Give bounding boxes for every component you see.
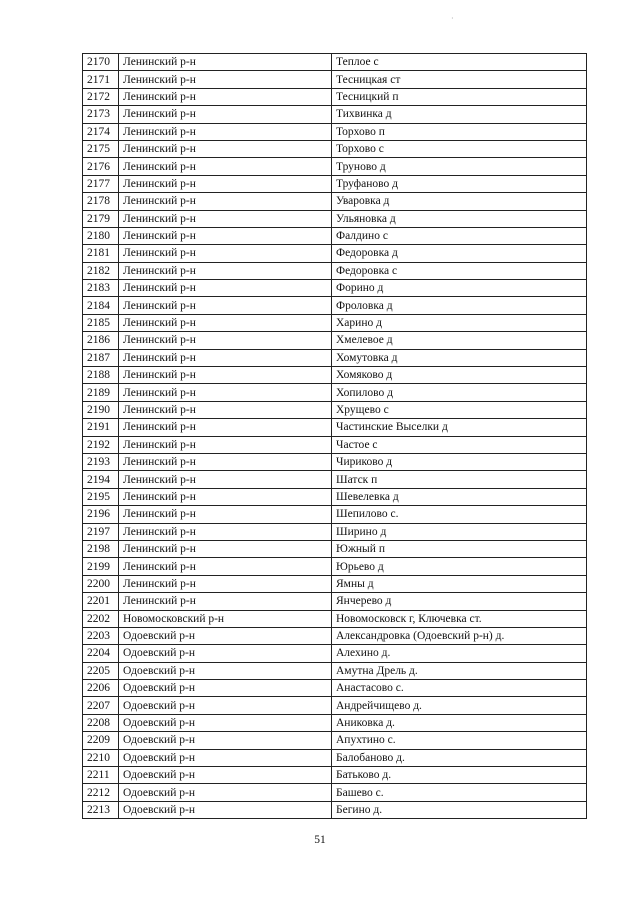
table-row <box>83 436 587 453</box>
settlement-cell: Александровка (Одоевский р-н) д. <box>332 627 587 644</box>
district-cell: Ленинский р-н <box>119 471 332 488</box>
settlement-cell: Алехино д. <box>332 645 587 662</box>
table-body <box>83 54 587 819</box>
district-cell: Ленинский р-н <box>119 280 332 297</box>
settlement-cell: Шевелевка д <box>332 488 587 505</box>
table-row <box>83 506 587 523</box>
table-row <box>83 106 587 123</box>
district-cell: Ленинский р-н <box>119 593 332 610</box>
settlement-cell: Хомутовка д <box>332 349 587 366</box>
district-cell: Ленинский р-н <box>119 297 332 314</box>
row-number: 2202 <box>83 610 119 627</box>
row-number: 2207 <box>83 697 119 714</box>
table-row <box>83 767 587 784</box>
table-row <box>83 662 587 679</box>
table-row <box>83 558 587 575</box>
settlement-cell: Федоровка д <box>332 245 587 262</box>
district-cell: Ленинский р-н <box>119 193 332 210</box>
row-number: 2170 <box>83 54 119 71</box>
table-row <box>83 680 587 697</box>
settlement-cell: Тихвинка д <box>332 106 587 123</box>
table-row <box>83 349 587 366</box>
district-cell: Ленинский р-н <box>119 106 332 123</box>
district-cell: Ленинский р-н <box>119 210 332 227</box>
row-number: 2208 <box>83 714 119 731</box>
district-cell: Одоевский р-н <box>119 767 332 784</box>
row-number: 2188 <box>83 367 119 384</box>
row-number: 2203 <box>83 627 119 644</box>
table-row <box>83 697 587 714</box>
row-number: 2185 <box>83 314 119 331</box>
district-cell: Ленинский р-н <box>119 575 332 592</box>
table-row <box>83 227 587 244</box>
district-cell: Ленинский р-н <box>119 123 332 140</box>
district-cell: Ленинский р-н <box>119 367 332 384</box>
settlement-cell: Хопилово д <box>332 384 587 401</box>
district-cell: Ленинский р-н <box>119 488 332 505</box>
row-number: 2205 <box>83 662 119 679</box>
settlement-cell: Форино д <box>332 280 587 297</box>
table-row <box>83 645 587 662</box>
table-row <box>83 453 587 470</box>
table-row <box>83 801 587 818</box>
row-number: 2175 <box>83 140 119 157</box>
row-number: 2177 <box>83 175 119 192</box>
row-number: 2194 <box>83 471 119 488</box>
table-row <box>83 245 587 262</box>
district-cell: Ленинский р-н <box>119 349 332 366</box>
row-number: 2183 <box>83 280 119 297</box>
row-number: 2191 <box>83 419 119 436</box>
settlement-cell: Ширино д <box>332 523 587 540</box>
district-cell: Ленинский р-н <box>119 332 332 349</box>
row-number: 2211 <box>83 767 119 784</box>
district-cell: Ленинский р-н <box>119 71 332 88</box>
district-cell: Ленинский р-н <box>119 401 332 418</box>
scan-mark: · <box>451 14 454 23</box>
row-number: 2189 <box>83 384 119 401</box>
settlement-cell: Труфаново д <box>332 175 587 192</box>
row-number: 2174 <box>83 123 119 140</box>
row-number: 2173 <box>83 106 119 123</box>
table-row <box>83 88 587 105</box>
table-row <box>83 627 587 644</box>
table-row <box>83 732 587 749</box>
row-number: 2212 <box>83 784 119 801</box>
district-cell: Ленинский р-н <box>119 140 332 157</box>
settlement-cell: Тесницкий п <box>332 88 587 105</box>
settlement-cell: Апухтино с. <box>332 732 587 749</box>
district-cell: Ленинский р-н <box>119 506 332 523</box>
settlement-cell: Южный п <box>332 540 587 557</box>
row-number: 2187 <box>83 349 119 366</box>
settlement-cell: Харино д <box>332 314 587 331</box>
row-number: 2178 <box>83 193 119 210</box>
settlement-cell: Частинские Выселки д <box>332 419 587 436</box>
settlement-cell: Батьково д. <box>332 767 587 784</box>
table-row <box>83 384 587 401</box>
settlement-cell: Башево с. <box>332 784 587 801</box>
district-cell: Ленинский р-н <box>119 88 332 105</box>
settlements-table <box>82 53 587 819</box>
district-cell: Одоевский р-н <box>119 714 332 731</box>
settlement-cell: Тесницкая ст <box>332 71 587 88</box>
row-number: 2200 <box>83 575 119 592</box>
table-row <box>83 280 587 297</box>
table-row <box>83 610 587 627</box>
district-cell: Одоевский р-н <box>119 749 332 766</box>
table-row <box>83 140 587 157</box>
settlement-cell: Анастасово с. <box>332 680 587 697</box>
district-cell: Ленинский р-н <box>119 540 332 557</box>
settlement-cell: Хмелевое д <box>332 332 587 349</box>
district-cell: Одоевский р-н <box>119 697 332 714</box>
district-cell: Ленинский р-н <box>119 227 332 244</box>
row-number: 2197 <box>83 523 119 540</box>
table-row <box>83 575 587 592</box>
table-row <box>83 158 587 175</box>
district-cell: Одоевский р-н <box>119 732 332 749</box>
row-number: 2171 <box>83 71 119 88</box>
settlement-cell: Чириково д <box>332 453 587 470</box>
table-row <box>83 593 587 610</box>
table-row <box>83 54 587 71</box>
table-row <box>83 71 587 88</box>
table-row <box>83 123 587 140</box>
table-row <box>83 314 587 331</box>
row-number: 2198 <box>83 540 119 557</box>
settlement-cell: Уваровка д <box>332 193 587 210</box>
settlement-cell: Федоровка с <box>332 262 587 279</box>
district-cell: Ленинский р-н <box>119 436 332 453</box>
table-row <box>83 523 587 540</box>
settlement-cell: Торхово п <box>332 123 587 140</box>
table-row <box>83 297 587 314</box>
district-cell: Новомосковский р-н <box>119 610 332 627</box>
table-row <box>83 401 587 418</box>
row-number: 2182 <box>83 262 119 279</box>
row-number: 2179 <box>83 210 119 227</box>
table-row <box>83 262 587 279</box>
row-number: 2181 <box>83 245 119 262</box>
row-number: 2196 <box>83 506 119 523</box>
district-cell: Ленинский р-н <box>119 175 332 192</box>
district-cell: Ленинский р-н <box>119 314 332 331</box>
row-number: 2199 <box>83 558 119 575</box>
table-row <box>83 749 587 766</box>
row-number: 2210 <box>83 749 119 766</box>
district-cell: Одоевский р-н <box>119 801 332 818</box>
row-number: 2190 <box>83 401 119 418</box>
district-cell: Одоевский р-н <box>119 662 332 679</box>
district-cell: Одоевский р-н <box>119 627 332 644</box>
settlement-cell: Шатск п <box>332 471 587 488</box>
district-cell: Одоевский р-н <box>119 645 332 662</box>
settlement-cell: Амутна Дрель д. <box>332 662 587 679</box>
district-cell: Ленинский р-н <box>119 54 332 71</box>
settlement-cell: Ямны д <box>332 575 587 592</box>
district-cell: Ленинский р-н <box>119 245 332 262</box>
row-number: 2206 <box>83 680 119 697</box>
district-cell: Ленинский р-н <box>119 523 332 540</box>
table-row <box>83 540 587 557</box>
settlement-cell: Фроловка д <box>332 297 587 314</box>
row-number: 2209 <box>83 732 119 749</box>
settlement-cell: Хомяково д <box>332 367 587 384</box>
table-row <box>83 367 587 384</box>
settlement-cell: Хрущево с <box>332 401 587 418</box>
district-cell: Одоевский р-н <box>119 680 332 697</box>
table-row <box>83 471 587 488</box>
settlement-cell: Теплое с <box>332 54 587 71</box>
table-row <box>83 193 587 210</box>
settlement-cell: Частое с <box>332 436 587 453</box>
settlement-cell: Торхово с <box>332 140 587 157</box>
row-number: 2176 <box>83 158 119 175</box>
row-number: 2186 <box>83 332 119 349</box>
table-row <box>83 175 587 192</box>
row-number: 2184 <box>83 297 119 314</box>
settlement-cell: Шепилово с. <box>332 506 587 523</box>
settlement-cell: Бегино д. <box>332 801 587 818</box>
district-cell: Ленинский р-н <box>119 384 332 401</box>
row-number: 2195 <box>83 488 119 505</box>
row-number: 2201 <box>83 593 119 610</box>
row-number: 2180 <box>83 227 119 244</box>
settlement-cell: Новомосковск г, Ключевка ст. <box>332 610 587 627</box>
settlement-cell: Андрейчищево д. <box>332 697 587 714</box>
settlement-cell: Фалдино с <box>332 227 587 244</box>
table-row <box>83 419 587 436</box>
district-cell: Ленинский р-н <box>119 419 332 436</box>
table-row <box>83 714 587 731</box>
row-number: 2204 <box>83 645 119 662</box>
district-cell: Ленинский р-н <box>119 558 332 575</box>
settlement-cell: Ульяновка д <box>332 210 587 227</box>
district-cell: Ленинский р-н <box>119 453 332 470</box>
row-number: 2213 <box>83 801 119 818</box>
row-number: 2172 <box>83 88 119 105</box>
table-row <box>83 210 587 227</box>
settlement-cell: Труново д <box>332 158 587 175</box>
settlement-cell: Аниковка д. <box>332 714 587 731</box>
settlement-cell: Юрьево д <box>332 558 587 575</box>
page-number: 51 <box>314 834 326 846</box>
district-cell: Одоевский р-н <box>119 784 332 801</box>
settlement-cell: Балобаново д. <box>332 749 587 766</box>
table-row <box>83 332 587 349</box>
row-number: 2192 <box>83 436 119 453</box>
table-row <box>83 488 587 505</box>
table-row <box>83 784 587 801</box>
settlement-cell: Янчерево д <box>332 593 587 610</box>
district-cell: Ленинский р-н <box>119 262 332 279</box>
district-cell: Ленинский р-н <box>119 158 332 175</box>
row-number: 2193 <box>83 453 119 470</box>
